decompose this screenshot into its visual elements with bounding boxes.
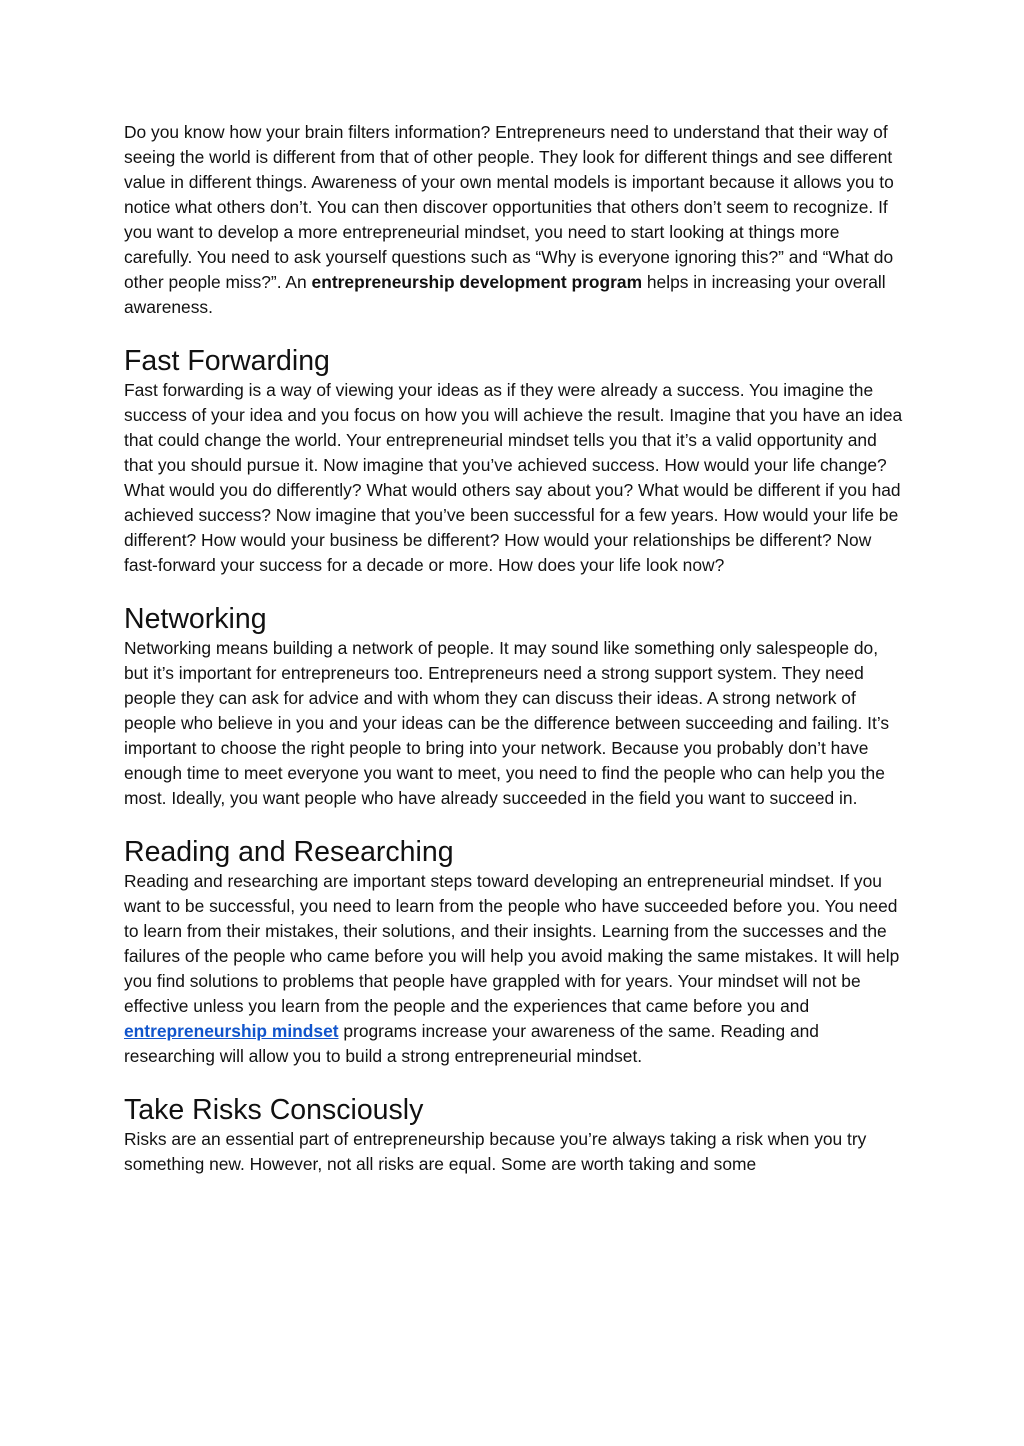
heading-reading-researching: Reading and Researching	[124, 836, 454, 868]
intro-text-1: Do you know how your brain filters information? Entrepreneurs need to understand that their way of seeing the world is different from that of other people. They look for different things and see different value in different things. Awareness of your own mental models is important because it allows you to notice what others don’t. You can then discover opportunities that others don’t seem to recognize. If you want to develop a more entrepreneurial mindset, you need to start looking at things more carefully. You need to ask yourself questions such as “Why is everyone ignoring this?” and “What do other people miss?”. An	[124, 122, 894, 292]
section-reading-researching	[124, 835, 904, 1069]
heading-networking: Networking	[124, 603, 267, 635]
section-fast-forwarding	[124, 344, 904, 578]
paragraph-fast-forwarding: Fast forwarding is a way of viewing your ideas as if they were already a success. You imagine the success of your idea and you focus on how you will achieve the result. Imagine that you have an idea that could change the world. Your entrepreneurial mindset tells you that it’s a valid opportunity and that you should pursue it. Now imagine that you’ve achieved success. How would your life change? What would you do differently? What would others say about you? What would be different if you had achieved success? Now imagine that you’ve been successful for a few years. How would your life be different? How would your business be different? How would your relationships be different? Now fast-forward your success for a decade or more. How does your life look now?	[124, 380, 903, 575]
intro-bold-phrase: entrepreneurship development program	[311, 272, 643, 292]
document-page	[124, 120, 904, 1177]
intro-text-2: helps in increasing your overall awareness.	[124, 272, 886, 317]
entrepreneurship-mindset-link[interactable]: entrepreneurship mindset	[124, 1021, 339, 1041]
section-networking	[124, 602, 904, 811]
section-take-risks	[124, 1093, 904, 1177]
reading-text-2: programs increase your awareness of the same. Reading and researching will allow you to build a strong entrepreneurial mindset.	[124, 1021, 819, 1066]
heading-take-risks: Take Risks Consciously	[124, 1094, 424, 1126]
paragraph-networking: Networking means building a network of people. It may sound like something only salespeople do, but it’s important for entrepreneurs too. Entrepreneurs need a strong support system. They need people they can ask for advice and with whom they can discuss their ideas. A strong network of people who believe in you and your ideas can be the difference between succeeding and failing. It’s important to choose the right people to bring into your network. Because you probably don’t have enough time to meet everyone you want to meet, you need to find the people who can help you the most. Ideally, you want people who have already succeeded in the field you want to succeed in.	[124, 638, 890, 808]
intro-paragraph	[124, 120, 904, 320]
reading-text-1: Reading and researching are important steps toward developing an entrepreneurial mindset. If you want to be successful, you need to learn from the people who have succeeded before you. You need to learn from their mistakes, their solutions, and their insights. Learning from the successes and the failures of the people who came before you will help you avoid making the same mistakes. It will help you find solutions to problems that people have grappled with for years. Your mindset will not be effective unless you learn from the people and the experiences that came before you and	[124, 871, 900, 1016]
heading-fast-forwarding: Fast Forwarding	[124, 345, 330, 377]
paragraph-take-risks: Risks are an essential part of entrepreneurship because you’re always taking a risk when you try something new. However, not all risks are equal. Some are worth taking and some	[124, 1129, 867, 1174]
paragraph-reading-researching	[124, 869, 904, 1069]
